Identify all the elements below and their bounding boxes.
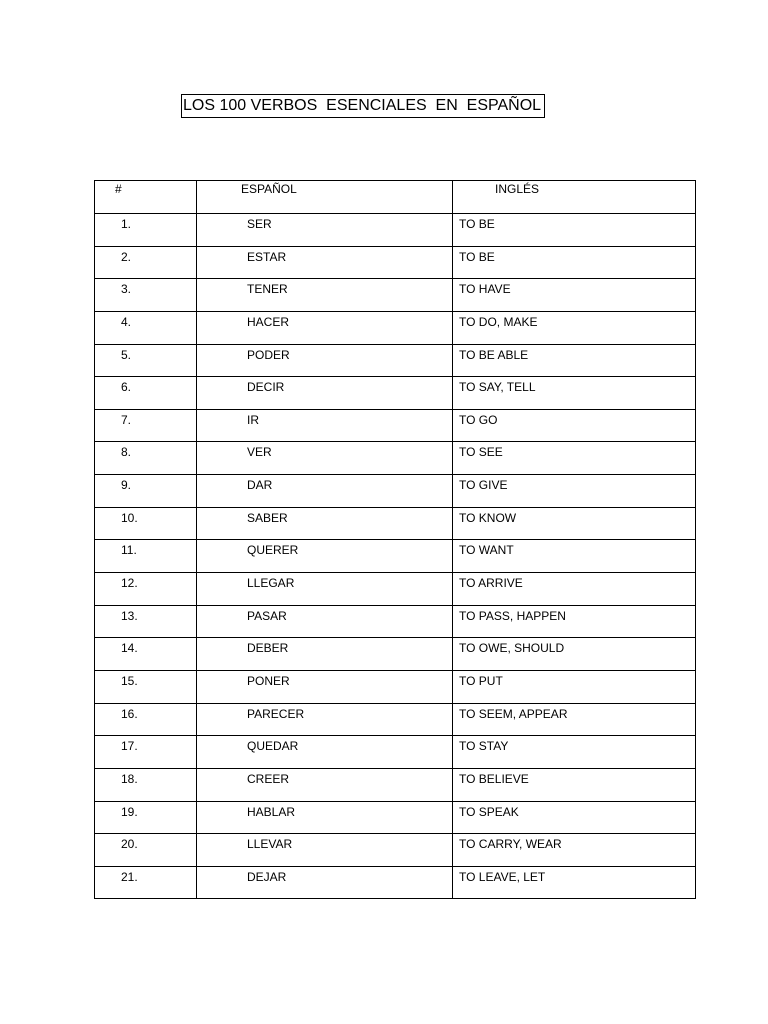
verb-spanish: ESTAR [197,246,453,279]
table-row [95,214,696,247]
header-spanish: ESPAÑOL [197,181,453,214]
verb-number: 9. [95,475,197,508]
verb-number: 3. [95,279,197,312]
table-row [95,279,696,312]
verb-number: 8. [95,442,197,475]
verb-english: TO KNOW [453,507,696,540]
verb-number: 20. [95,834,197,867]
verb-spanish: PONER [197,670,453,703]
verb-spanish: PODER [197,344,453,377]
table-row [95,866,696,899]
table-row [95,801,696,834]
table-row [95,246,696,279]
verb-number: 2. [95,246,197,279]
verb-number: 18. [95,768,197,801]
verb-number: 7. [95,409,197,442]
verb-number: 11. [95,540,197,573]
verb-spanish: LLEVAR [197,834,453,867]
verb-spanish: DEJAR [197,866,453,899]
header-number: # [95,181,197,214]
table-body [95,214,696,899]
verb-spanish: SABER [197,507,453,540]
verb-english: TO BELIEVE [453,768,696,801]
verb-english: TO BE [453,246,696,279]
verb-number: 14. [95,638,197,671]
verb-table [94,180,696,899]
verb-spanish: PASAR [197,605,453,638]
verb-spanish: QUEDAR [197,736,453,769]
table-row [95,540,696,573]
verb-spanish: DAR [197,475,453,508]
verb-number: 4. [95,311,197,344]
table-row [95,377,696,410]
verb-english: TO ARRIVE [453,573,696,606]
verb-spanish: VER [197,442,453,475]
verb-number: 19. [95,801,197,834]
verb-english: TO HAVE [453,279,696,312]
table-row [95,311,696,344]
verb-english: TO PASS, HAPPEN [453,605,696,638]
table-row [95,736,696,769]
table-row [95,475,696,508]
verb-english: TO SEE [453,442,696,475]
verb-english: TO GIVE [453,475,696,508]
verb-english: TO STAY [453,736,696,769]
verb-spanish: HACER [197,311,453,344]
page-title: LOS 100 VERBOS ESENCIALES EN ESPAÑOL [181,94,545,118]
verb-english: TO SEEM, APPEAR [453,703,696,736]
verb-spanish: HABLAR [197,801,453,834]
verb-english: TO DO, MAKE [453,311,696,344]
verb-spanish: PARECER [197,703,453,736]
verb-english: TO OWE, SHOULD [453,638,696,671]
verb-english: TO WANT [453,540,696,573]
verb-english: TO SPEAK [453,801,696,834]
verb-number: 12. [95,573,197,606]
verb-english: TO LEAVE, LET [453,866,696,899]
verb-number: 16. [95,703,197,736]
table-row [95,834,696,867]
verb-spanish: CREER [197,768,453,801]
verb-spanish: QUERER [197,540,453,573]
verb-number: 17. [95,736,197,769]
verb-number: 15. [95,670,197,703]
verb-english: TO SAY, TELL [453,377,696,410]
verb-english: TO BE ABLE [453,344,696,377]
header-english: INGLÉS [453,181,696,214]
verb-spanish: DECIR [197,377,453,410]
table-row [95,670,696,703]
verb-spanish: IR [197,409,453,442]
verb-number: 6. [95,377,197,410]
table-row [95,638,696,671]
verb-spanish: LLEGAR [197,573,453,606]
verb-spanish: DEBER [197,638,453,671]
table-row [95,409,696,442]
verb-number: 10. [95,507,197,540]
verb-number: 13. [95,605,197,638]
verb-english: TO CARRY, WEAR [453,834,696,867]
table-row [95,605,696,638]
verb-english: TO GO [453,409,696,442]
verb-number: 5. [95,344,197,377]
table-row [95,768,696,801]
verb-english: TO BE [453,214,696,247]
table-row [95,344,696,377]
table-row [95,507,696,540]
verb-english: TO PUT [453,670,696,703]
verb-spanish: SER [197,214,453,247]
table-row [95,442,696,475]
verb-number: 21. [95,866,197,899]
verb-spanish: TENER [197,279,453,312]
table-row [95,573,696,606]
table-header-row [95,181,696,214]
table-row [95,703,696,736]
verb-number: 1. [95,214,197,247]
